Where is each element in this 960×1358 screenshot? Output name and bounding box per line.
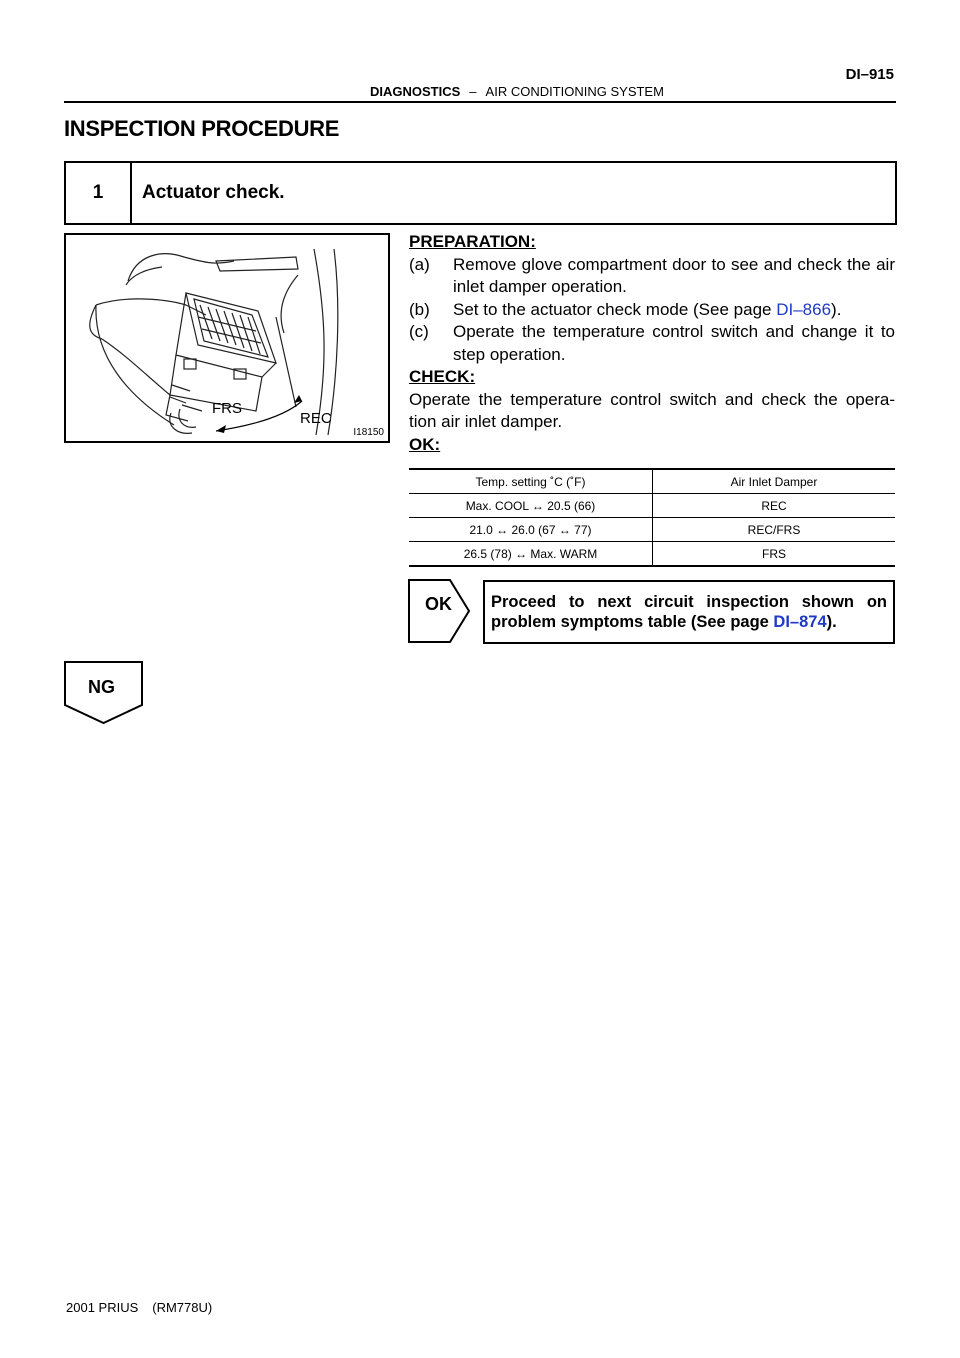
table-header: Temp. setting ˚C (˚F): [409, 469, 653, 494]
table-row: [409, 542, 895, 567]
header-rule: [64, 101, 896, 103]
header-section: DIAGNOSTICS: [370, 84, 461, 99]
ok-label: OK: [425, 594, 452, 614]
figure-label-rec: REC: [300, 410, 332, 427]
page-title: INSPECTION PROCEDURE: [64, 116, 340, 141]
table-cell: FRS: [653, 542, 896, 567]
preparation-item-b: [409, 299, 895, 322]
table-header: Air Inlet Damper: [653, 469, 896, 494]
item-text: Operate the temperature control switch and change it to step operation.: [453, 322, 895, 364]
item-label: (b): [409, 299, 430, 319]
footer-model: 2001 PRIUS: [66, 1300, 139, 1315]
step-title: Actuator check.: [142, 182, 285, 203]
check-text-line2: tion air inlet damper.: [409, 412, 563, 431]
running-header: [370, 84, 664, 99]
table-cell: 26.5 (78) ↔ Max. WARM: [409, 542, 653, 567]
preparation-item-a: [409, 254, 895, 299]
footer-code: (RM778U): [152, 1300, 213, 1315]
table-row: [409, 494, 895, 518]
page-number: DI–915: [845, 66, 894, 83]
item-label: (c): [409, 322, 429, 341]
figure-code: I18150: [353, 427, 384, 438]
ng-label: NG: [88, 677, 115, 697]
preparation-heading: PREPARATION:: [409, 232, 536, 251]
table-cell: REC: [653, 494, 896, 518]
ok-result-line2-end: ).: [826, 613, 837, 631]
ok-heading: OK:: [409, 434, 441, 454]
page-link-di-866[interactable]: DI–866: [776, 299, 832, 319]
item-label: (a): [409, 254, 430, 274]
figure-air-inlet-damper: [64, 233, 390, 443]
figure-label-frs: FRS: [212, 400, 242, 417]
page-link-di-874[interactable]: DI–874: [773, 613, 827, 631]
table-cell: Max. COOL ↔ 20.5 (66): [409, 494, 653, 518]
procedure-text: [409, 231, 895, 456]
table-cell: 21.0 ↔ 26.0 (67 ↔ 77): [409, 518, 653, 542]
table-row: [409, 518, 895, 542]
table-header-row: [409, 469, 895, 494]
item-text: Set to the actuator check mode (See page: [453, 299, 777, 319]
page-footer: [66, 1300, 212, 1315]
item-text-end: ).: [831, 299, 842, 319]
step-number: 1: [66, 163, 132, 223]
ok-result-line1: Proceed to next circuit inspection shown on: [491, 593, 887, 611]
check-heading: CHECK:: [409, 367, 476, 386]
step-header: [64, 161, 897, 225]
ok-result-line2: problem symptoms table (See page: [491, 613, 774, 631]
damper-spec-table: [409, 468, 895, 567]
header-separator: –: [469, 84, 477, 99]
header-subsection: AIR CONDITIONING SYSTEM: [485, 84, 664, 99]
ok-result-box: [483, 580, 895, 644]
preparation-item-c: [409, 321, 895, 366]
item-text: Remove glove compartment door to see and check the air inlet damper operation.: [453, 254, 895, 296]
table-cell: REC/FRS: [653, 518, 896, 542]
check-text-line1: Operate the temperature control switch and check the opera-: [409, 389, 895, 409]
